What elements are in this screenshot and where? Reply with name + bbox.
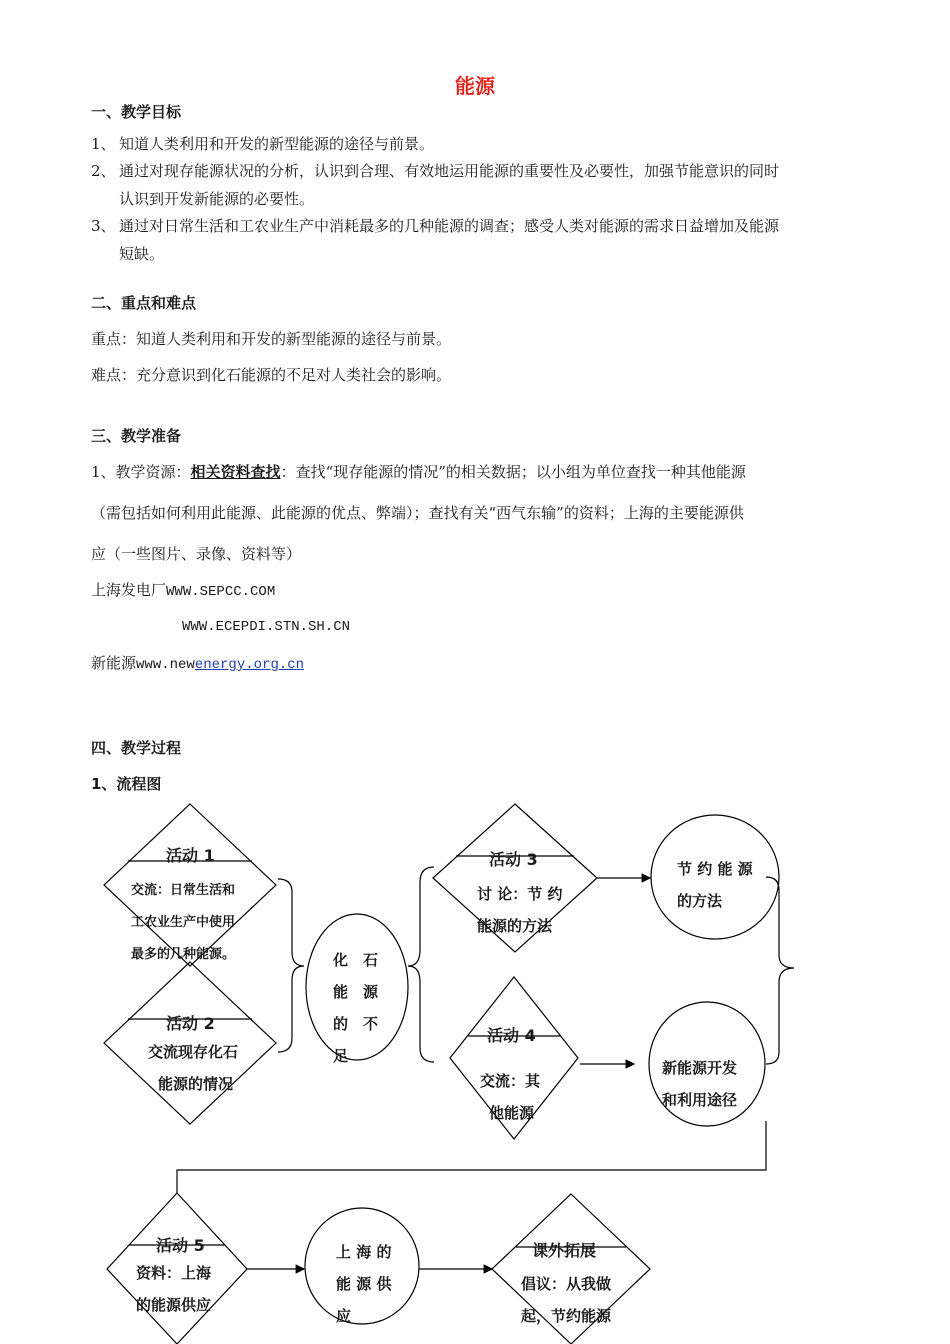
difficult-point: 难点：充分意识到化石能源的不足对人类社会的影响。 [91, 366, 452, 384]
center-line-3: 的 不 [333, 1015, 379, 1033]
activity-1-title: 活动 1 [166, 846, 215, 865]
objective-2-text: 通过对现存能源状况的分析，认识到合理、有效地运用能源的重要性及必要性，加强节能意识的同时 [119, 162, 780, 180]
resources-rest: ：查找“现存能源的情况”的相关数据；以小组为单位查找一种其他能源 [280, 463, 746, 481]
link-2-url: WWW.ECEPDI.STN.SH.CN [182, 619, 351, 635]
center-line-4: 足 [333, 1047, 349, 1065]
objective-3-number: 3、 [91, 217, 116, 235]
link-3-label: 新能源 [91, 654, 137, 672]
activity-3-line-1: 讨 论：节 约 [477, 885, 563, 903]
objective-1-text: 知道人类利用和开发的新型能源的途径与前景。 [119, 135, 435, 153]
activity-2-line-2: 能源的情况 [158, 1075, 234, 1093]
page-title: 能源 [455, 74, 495, 98]
energy-saving-line-1: 节 约 能 源 [677, 860, 753, 878]
extension-line-1: 倡议：从我做 [521, 1275, 612, 1293]
resources-prefix: 1、教学资源： [91, 463, 191, 481]
activity-3-title: 活动 3 [489, 850, 538, 869]
resources-line-3: 应（一些图片、录像、资料等） [91, 545, 302, 563]
shanghai-energy-line-1: 上 海 的 [336, 1243, 392, 1261]
objective-1-number: 1、 [91, 135, 116, 153]
activity-5-title: 活动 5 [156, 1236, 205, 1255]
resources-line-2: （需包括如何利用此能源、此能源的优点、弊端）；查找有关“西气东输”的资料；上海的主要能源供 [91, 504, 744, 522]
objective-3-continuation: 短缺。 [119, 245, 165, 263]
right-brace [766, 877, 794, 1064]
activity-2-title: 活动 2 [166, 1014, 215, 1033]
energy-saving-line-2: 的方法 [677, 892, 723, 910]
center-brace [408, 867, 434, 1062]
extension-line-2: 起，节约能源 [521, 1307, 612, 1325]
center-line-1: 化 石 [333, 951, 379, 969]
activity-5-line-1: 资料：上海 [136, 1264, 212, 1282]
activity-5-line-2: 的能源供应 [136, 1296, 212, 1314]
extension-title: 课外拓展 [532, 1241, 597, 1260]
shanghai-energy-line-3: 应 [336, 1307, 352, 1325]
section-3-heading: 三、教学准备 [91, 427, 182, 445]
activity-1-line-3: 最多的几种能源。 [131, 947, 236, 962]
activity-1-line-1: 交流：日常生活和 [131, 883, 236, 898]
new-energy-line-1: 新能源开发 [662, 1059, 738, 1077]
link-3-url-plain: www.new [136, 657, 195, 673]
activity-2-line-1: 交流现存化石 [148, 1043, 239, 1061]
activity-4-title: 活动 4 [487, 1026, 536, 1045]
link-1-url: WWW.SEPCC.COM [166, 584, 276, 600]
section-4-heading: 四、教学过程 [91, 739, 182, 757]
section-2-heading: 二、重点和难点 [91, 294, 197, 312]
section-1-heading: 一、教学目标 [91, 103, 182, 121]
key-point: 重点：知道人类利用和开发的新型能源的途径与前景。 [91, 330, 452, 348]
connector-line [177, 1121, 766, 1193]
activity-4-line-1: 交流：其 [480, 1072, 541, 1090]
new-energy-line-2: 和利用途径 [662, 1091, 738, 1109]
left-brace [278, 879, 304, 1052]
link-3-hyperlink[interactable]: energy.org.cn [194, 657, 305, 673]
center-line-2: 能 源 [333, 983, 379, 1001]
activity-3-line-2: 能源的方法 [477, 917, 553, 935]
flowchart-subheading: 1、流程图 [91, 775, 162, 793]
objective-2-continuation: 认识到开发新能源的必要性。 [119, 190, 315, 208]
objective-2-number: 2、 [91, 162, 116, 180]
shanghai-energy-line-2: 能 源 供 [336, 1275, 392, 1293]
activity-4-line-2: 他能源 [489, 1104, 535, 1122]
link-1-label: 上海发电厂 [91, 581, 167, 599]
objective-3-text: 通过对日常生活和工农业生产中消耗最多的几种能源的调查；感受人类对能源的需求日益增加及能源 [119, 217, 780, 235]
activity-1-line-2: 工农业生产中使用 [131, 915, 236, 930]
resources-bold-label: 相关资料查找 [190, 463, 281, 481]
